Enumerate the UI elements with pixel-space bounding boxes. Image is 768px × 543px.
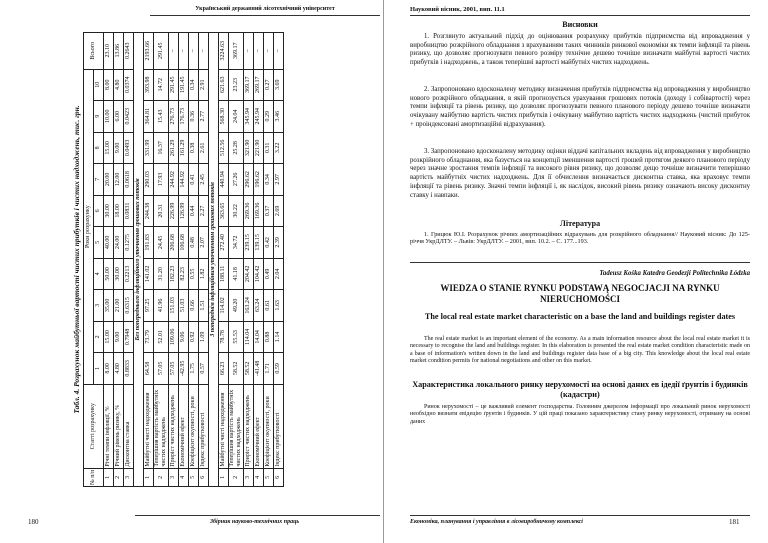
table-cell: 2.39 bbox=[274, 227, 284, 259]
section-heading: Без попереднього інфляційного уточнення грошових потоків bbox=[134, 33, 144, 487]
table-cell: 49.20 bbox=[229, 290, 244, 322]
table-cell: 345.94 bbox=[244, 101, 254, 133]
table-cell: 1.71 bbox=[264, 353, 274, 385]
table-row bbox=[229, 33, 244, 487]
table-row bbox=[154, 33, 169, 487]
left-page-number: 180 bbox=[28, 518, 39, 526]
row-label: Приріст чистих надходжень bbox=[169, 384, 179, 468]
table-cell: 196.62 bbox=[254, 164, 264, 196]
col-header-stat: Статті розрахунку bbox=[84, 384, 104, 468]
table-cell: 1.09 bbox=[199, 321, 209, 353]
table-cell: 104.42 bbox=[254, 258, 264, 290]
right-footer: Економіка, планування і управління в лісовиробничому комплексі bbox=[410, 519, 583, 525]
table-cell: 34.72 bbox=[229, 227, 244, 259]
table-cell: -41.48 bbox=[254, 353, 264, 385]
table-cell: 6.00 bbox=[114, 101, 124, 133]
left-header-rule bbox=[150, 15, 380, 16]
table-cell: -42.95 bbox=[179, 353, 189, 385]
table-row bbox=[264, 33, 274, 487]
section-heading: З попереднім інфляційним уточненням грошових потоків bbox=[209, 33, 219, 487]
table-cell: 226.99 bbox=[169, 195, 179, 227]
table-row bbox=[244, 33, 254, 487]
table-cell: 82.23 bbox=[179, 258, 189, 290]
table-cell: 13.86 bbox=[114, 33, 124, 70]
table-cell: 291.45 bbox=[169, 69, 179, 101]
table-cell: 21.00 bbox=[114, 290, 124, 322]
table-cell: 24.45 bbox=[154, 227, 169, 259]
table-cell: 0.88 bbox=[264, 321, 274, 353]
table-row bbox=[169, 33, 179, 487]
table-cell: 97.25 bbox=[144, 290, 154, 322]
table-cell: 27.26 bbox=[229, 164, 244, 196]
table-cell: 2.97 bbox=[274, 164, 284, 196]
table-cell: 52.01 bbox=[154, 321, 169, 353]
right-running-header: Науковий вісник, 2001, вип. 11.1 bbox=[410, 6, 505, 13]
row-label: Майбутні чисті надходження bbox=[219, 384, 229, 468]
col-header-total: Всього bbox=[84, 33, 104, 70]
year-number: 3 bbox=[94, 290, 104, 322]
table-cell: 1.75 bbox=[189, 353, 199, 385]
table-cell: 30.00 bbox=[114, 258, 124, 290]
year-number: 8 bbox=[94, 132, 104, 164]
table-cell: 2.91 bbox=[199, 69, 209, 101]
table-cell: 58.52 bbox=[244, 353, 254, 385]
table-cell: 50.00 bbox=[104, 258, 114, 290]
english-abstract: The real estate market is an important element of the economy. As a main information resource about the local real estate market it is necessary to recognise the land and buildings register. In this elaboration is presented the real estate market condition characteristic made on a base of information's written down in the land and buildings register data base of a big city. This knowledge about the local real estate market condition permits for national negotiations and other on this market. bbox=[410, 336, 750, 365]
table-cell: 23.10 bbox=[104, 33, 114, 70]
table-cell: 2.07 bbox=[199, 227, 209, 259]
row-number: 3 bbox=[124, 468, 134, 486]
article-author: Tadeusz Kośka Katedra Geodezji Politechnika Łódzka bbox=[599, 270, 750, 277]
table-cell: 58.52 bbox=[229, 353, 244, 385]
table-cell: 393.98 bbox=[144, 69, 154, 101]
year-number: 1 bbox=[94, 353, 104, 385]
table-cell: 15.00 bbox=[104, 132, 114, 164]
table-cell: 9.00 bbox=[114, 321, 124, 353]
table-cell: 2.61 bbox=[199, 132, 209, 164]
table-cell: 0.42 bbox=[264, 227, 274, 259]
table-cell: 31.20 bbox=[154, 258, 169, 290]
table-cell: 0.34 bbox=[264, 164, 274, 196]
table-cell: 272.40 bbox=[219, 227, 229, 259]
table-cell: 369.17 bbox=[244, 69, 254, 101]
table-cell: 1.14 bbox=[274, 321, 284, 353]
table-cell: 204.42 bbox=[244, 258, 254, 290]
table-cell: 151.03 bbox=[169, 290, 179, 322]
table-cell: 0.37 bbox=[264, 195, 274, 227]
left-running-header: Український державний лісотехнічний університет bbox=[195, 6, 335, 12]
row-number: 1 bbox=[144, 468, 154, 486]
row-label: Індекс прибутковості bbox=[274, 384, 284, 468]
conclusion-paragraph-2: 2. Запропоновано вдосконалену методику визначення прибутків підприємства від впровадження у виробництво нового розкрійного обладнання, в якій прогнозується урахування грошових потоків (доходу і собівартості) через темпи інфляції та рівень ризику, що дозволяє прогнозувати певного планового періоду дешево точніше визначати очікувану майбутню вартість чистих прибутків і очікувану майбутню вартість чистих надходжень (чистий прибуток + проіндексовані амортизаційні відрахування). bbox=[410, 86, 750, 128]
year-number: 7 bbox=[94, 164, 104, 196]
conclusion-paragraph-1: 1. Розглянуто актуальний підхід до оцінювання розрахунку прибутків підприємства від впровадження у виробництво розкрійного обладнання з врахуванням таких чинників ринкової економіки як темпи інфляції та рівень ризику, що дозволяє прогнозувати певного розміру технічне дешево точніше визначати майбутні вартості чистих прибутків і надходжень, а також теперішні вартості майбутніх чистих надходжень. bbox=[410, 33, 750, 67]
table-cell: 568.30 bbox=[219, 101, 229, 133]
table-cell: 24.04 bbox=[229, 101, 244, 133]
col-header-no: № п/п bbox=[84, 468, 104, 486]
table-cell: 221.90 bbox=[254, 132, 264, 164]
table-cell: 141.02 bbox=[144, 258, 154, 290]
table-row bbox=[144, 33, 154, 487]
year-number: 2 bbox=[94, 321, 104, 353]
row-number: 2 bbox=[114, 468, 124, 486]
right-page-number: 181 bbox=[729, 518, 740, 526]
table-title: Табл. 4. Розрахунок майбутньої вартості чистих прибутків і чистих надходжень, тис. грн. bbox=[72, 105, 81, 414]
table-cell: 15.00 bbox=[104, 321, 114, 353]
table-cell: 261.29 bbox=[169, 132, 179, 164]
table-cell: 66.23 bbox=[219, 353, 229, 385]
row-number: 5 bbox=[264, 468, 274, 486]
table-cell: 25.28 bbox=[229, 132, 244, 164]
table-cell: 2.69 bbox=[274, 195, 284, 227]
table-cell: 2.77 bbox=[199, 101, 209, 133]
ukrainian-abstract: Ринок нерухомості – це важливий елемент господарства. Головним джерелом інформації про локальний ринок нерухомості необхідно визнати евідецію ґрунтів і будинків. У цій праці показано характеристику стану ринку нерухомості, отриману на основі даних bbox=[410, 404, 750, 425]
table-cell: 0.27 bbox=[264, 69, 274, 101]
year-number: 4 bbox=[94, 258, 104, 290]
table-cell: 23.23 bbox=[229, 69, 244, 101]
table-cell: 3.22 bbox=[274, 132, 284, 164]
row-label: Річний рівень ризику, % bbox=[114, 384, 124, 468]
table-cell: 245.94 bbox=[254, 101, 264, 133]
table-row bbox=[104, 33, 114, 487]
table-cell: 276.73 bbox=[169, 101, 179, 133]
table-cell: – bbox=[179, 33, 189, 70]
table-cell: 12.00 bbox=[114, 164, 124, 196]
table-row bbox=[254, 33, 264, 487]
table-cell: 0.7948 bbox=[124, 321, 134, 353]
table-cell: 369.17 bbox=[229, 33, 244, 70]
table-cell: 621.63 bbox=[219, 69, 229, 101]
table-cell: 8.00 bbox=[104, 353, 114, 385]
table-cell: 3224.63 bbox=[219, 33, 229, 70]
table-cell: 63.24 bbox=[254, 290, 264, 322]
table-cell: 114.02 bbox=[219, 290, 229, 322]
table-cell: – bbox=[244, 33, 254, 70]
table-cell: 0.44 bbox=[189, 195, 199, 227]
table-cell: 0.61 bbox=[264, 290, 274, 322]
rotated-table bbox=[70, 32, 302, 487]
ukrainian-title: Характеристика локального ринку нерухомості на основі даних ев ідедії ґрунтів і будинків (кадастри) bbox=[412, 380, 748, 399]
table-cell: 126.99 bbox=[179, 195, 189, 227]
table-cell: 41.96 bbox=[154, 290, 169, 322]
table-cell: 57.05 bbox=[154, 353, 169, 385]
table-cell: 78.78 bbox=[219, 321, 229, 353]
table-cell: 0.0423 bbox=[124, 101, 134, 133]
table-cell: 0.1275 bbox=[124, 227, 134, 259]
table-cell: 363.65 bbox=[219, 195, 229, 227]
table-cell: 0.92 bbox=[189, 321, 199, 353]
table-cell: 0.2213 bbox=[124, 258, 134, 290]
table-cell: 40.00 bbox=[104, 227, 114, 259]
table-cell: 15.43 bbox=[154, 101, 169, 133]
table-cell: 0.49 bbox=[264, 258, 274, 290]
table-cell: 0.0493 bbox=[124, 132, 134, 164]
table-cell: 18.00 bbox=[114, 195, 124, 227]
table-body bbox=[104, 33, 284, 487]
table-cell: 14.72 bbox=[154, 69, 169, 101]
table-cell: – bbox=[274, 33, 284, 70]
year-number-10: 10 bbox=[94, 69, 104, 101]
table-cell: 2.45 bbox=[199, 164, 209, 196]
row-number: 3 bbox=[244, 468, 254, 486]
table-cell: 2193.66 bbox=[144, 33, 154, 70]
table-cell: – bbox=[264, 33, 274, 70]
table-cell: 0.29 bbox=[264, 101, 274, 133]
calculation-table bbox=[83, 32, 284, 487]
table-cell: 20.00 bbox=[104, 164, 114, 196]
table-cell: 2.27 bbox=[199, 195, 209, 227]
table-cell: 296.62 bbox=[244, 164, 254, 196]
right-page bbox=[384, 0, 768, 543]
row-label: Річні темпи інфляції, % bbox=[104, 384, 114, 468]
table-cell: 512.56 bbox=[219, 132, 229, 164]
row-label: Приріст чистих надходжень bbox=[244, 384, 254, 468]
table-cell: 106.68 bbox=[179, 227, 189, 259]
table-cell: 244.38 bbox=[144, 195, 154, 227]
table-cell: 163.24 bbox=[244, 290, 254, 322]
table-row bbox=[199, 33, 209, 487]
literature-heading: Література bbox=[559, 219, 601, 228]
row-number: 1 bbox=[219, 468, 229, 486]
table-cell: 0.0374 bbox=[124, 69, 134, 101]
left-footer: Збірник науково-технічних праць bbox=[210, 519, 300, 525]
table-cell: 0.55 bbox=[189, 258, 199, 290]
table-cell: – bbox=[254, 33, 264, 70]
table-cell: 244.92 bbox=[169, 164, 179, 196]
article-title: WIEDZA O STANIE RYNKU PODSTAWĄ NEGOCJACJI NA RYNKU NIERUCHOMOŚCI bbox=[440, 283, 720, 304]
row-label: Коефіцієнт окупності, роки bbox=[189, 384, 199, 468]
table-cell: 1.82 bbox=[199, 258, 209, 290]
table-row bbox=[189, 33, 199, 487]
row-label: Дисконтна ставка bbox=[124, 384, 134, 468]
table-cell: 109.06 bbox=[169, 321, 179, 353]
table-cell: 3.46 bbox=[274, 101, 284, 133]
table-cell: 0.2643 bbox=[124, 33, 134, 70]
table-cell: 206.68 bbox=[169, 227, 179, 259]
conclusions-heading: Висновки bbox=[562, 20, 598, 29]
table-cell: 3.69 bbox=[274, 69, 284, 101]
table-cell: 321.90 bbox=[244, 132, 254, 164]
table-cell: 0.6315 bbox=[124, 290, 134, 322]
year-number: 9 bbox=[94, 101, 104, 133]
table-cell: 2.04 bbox=[274, 258, 284, 290]
table-cell: 144.92 bbox=[179, 164, 189, 196]
table-cell: 9.06 bbox=[179, 321, 189, 353]
section-row bbox=[209, 33, 219, 487]
row-number: 2 bbox=[154, 468, 169, 486]
table-cell: 188.11 bbox=[219, 258, 229, 290]
table-cell: 30.22 bbox=[229, 195, 244, 227]
table-cell: 0.66 bbox=[189, 290, 199, 322]
table-row bbox=[179, 33, 189, 487]
table-row bbox=[114, 33, 124, 487]
conclusion-paragraph-3: 3. Запропоновано вдосконалену методику оцінки віддачі капітальних вкладень від впровадження у виробництво розкрійного обладнання, яка базується на концепції зменшення вартості грошей протягом деякого планового періоду через значне зростання темпів інфляції та високого рівня ризику, що дозволяє дещо точніше визначити теперішню вартість майбутніх чистих надходжень. Для її обчислення визначається дисконтна ставка, яка враховує темпи інфляції та рівень ризику. Значні темпи інфляції і, як наслідок, високий рівень ризику означають високу дисконтну ставку і навпаки. bbox=[410, 148, 750, 199]
table-cell: 0.0831 bbox=[124, 195, 134, 227]
table-cell: 0.41 bbox=[189, 164, 199, 196]
row-label: Економічний ефект bbox=[254, 384, 264, 468]
table-cell: 0.59 bbox=[274, 353, 284, 385]
table-cell: 0.34 bbox=[189, 69, 199, 101]
table-cell: 64.58 bbox=[144, 353, 154, 385]
table-row bbox=[274, 33, 284, 487]
row-number: 3 bbox=[169, 468, 179, 486]
table-cell: 8.00 bbox=[104, 69, 114, 101]
table-cell: 139.15 bbox=[254, 227, 264, 259]
year-number: 6 bbox=[94, 195, 104, 227]
row-label: Теперішня вартість майбутніх чистих надходжень bbox=[154, 384, 169, 468]
table-cell: 191.83 bbox=[144, 227, 154, 259]
table-cell: 0.31 bbox=[264, 132, 274, 164]
table-cell: 161.29 bbox=[179, 132, 189, 164]
row-label: Коефіцієнт окупності, роки bbox=[264, 384, 274, 468]
rotated-table-wrapper bbox=[70, 32, 302, 487]
table-cell: 4.80 bbox=[114, 69, 124, 101]
table-cell: 14.04 bbox=[254, 321, 264, 353]
table-cell: 269.17 bbox=[254, 69, 264, 101]
table-cell: 291.45 bbox=[154, 33, 169, 70]
row-label: Економічний ефект bbox=[179, 384, 189, 468]
row-number: 1 bbox=[104, 468, 114, 486]
table-cell: 440.94 bbox=[219, 164, 229, 196]
table-cell: 169.36 bbox=[254, 195, 264, 227]
table-cell: 0.38 bbox=[189, 132, 199, 164]
row-label: Майбутні чисті надходження bbox=[144, 384, 154, 468]
col-header-years: Роки розрахунку bbox=[84, 69, 94, 384]
table-cell: – bbox=[189, 33, 199, 70]
table-cell: 290.03 bbox=[144, 164, 154, 196]
table-cell: 9.00 bbox=[114, 132, 124, 164]
table-cell: 176.73 bbox=[179, 101, 189, 133]
row-label: Теперішня вартість майбутніх чистих надходжень bbox=[229, 384, 244, 468]
row-number: 4 bbox=[254, 468, 264, 486]
section-row bbox=[134, 33, 144, 487]
literature-item-1: 1. Грицюк Ю.І. Розрахунок річних амортизаційних відрахувань для розкрійного обладнання// Науковий вісник: До 125-річчя УкрДЛТУ. – Львів: УкрДЛТУ. – 2001, вип. 10.2. – С. 177...193. bbox=[410, 231, 750, 246]
table-cell: 269.36 bbox=[244, 195, 254, 227]
table-cell: 0.48 bbox=[189, 227, 199, 259]
row-number: 4 bbox=[179, 468, 189, 486]
table-cell: 239.15 bbox=[244, 227, 254, 259]
table-cell: 1.51 bbox=[199, 290, 209, 322]
table-cell: 114.04 bbox=[244, 321, 254, 353]
table-cell: 191.45 bbox=[179, 69, 189, 101]
table-cell: 55.53 bbox=[229, 321, 244, 353]
row-number: 5 bbox=[189, 468, 199, 486]
table-cell: 10.00 bbox=[104, 101, 114, 133]
table-cell: – bbox=[199, 33, 209, 70]
table-cell: 57.05 bbox=[169, 353, 179, 385]
section-separator bbox=[410, 262, 750, 263]
english-title: The local real estate market characteristic on a base the land and buildings register dates bbox=[424, 312, 736, 321]
table-cell: 51.03 bbox=[179, 290, 189, 322]
table-cell: 17.93 bbox=[154, 164, 169, 196]
row-label: Індекс прибутковості bbox=[199, 384, 209, 468]
table-cell: 16.37 bbox=[154, 132, 169, 164]
table-cell: 364.81 bbox=[144, 101, 154, 133]
table-cell: 1.63 bbox=[274, 290, 284, 322]
table-cell: 20.31 bbox=[154, 195, 169, 227]
table-row bbox=[124, 33, 134, 487]
left-footer-rule bbox=[135, 515, 380, 516]
table-cell: – bbox=[169, 33, 179, 70]
table-row bbox=[219, 33, 229, 487]
table-cell: 331.99 bbox=[144, 132, 154, 164]
right-footer-rule bbox=[410, 515, 750, 516]
row-number: 6 bbox=[274, 468, 284, 486]
year-number: 5 bbox=[94, 227, 104, 259]
right-header-rule bbox=[410, 15, 750, 16]
row-number: 2 bbox=[229, 468, 244, 486]
table-cell: 30.00 bbox=[104, 195, 114, 227]
table-cell: 73.79 bbox=[144, 321, 154, 353]
table-cell: 0.8833 bbox=[124, 353, 134, 385]
table-cell: 24.00 bbox=[114, 227, 124, 259]
table-cell: 182.23 bbox=[169, 258, 179, 290]
table-cell: 0.0618 bbox=[124, 164, 134, 196]
table-cell: 35.00 bbox=[104, 290, 114, 322]
table-cell: 0.57 bbox=[199, 353, 209, 385]
table-cell: 4.80 bbox=[114, 353, 124, 385]
table-cell: 0.36 bbox=[189, 101, 199, 133]
row-number: 6 bbox=[199, 468, 209, 486]
table-cell: 41.18 bbox=[229, 258, 244, 290]
